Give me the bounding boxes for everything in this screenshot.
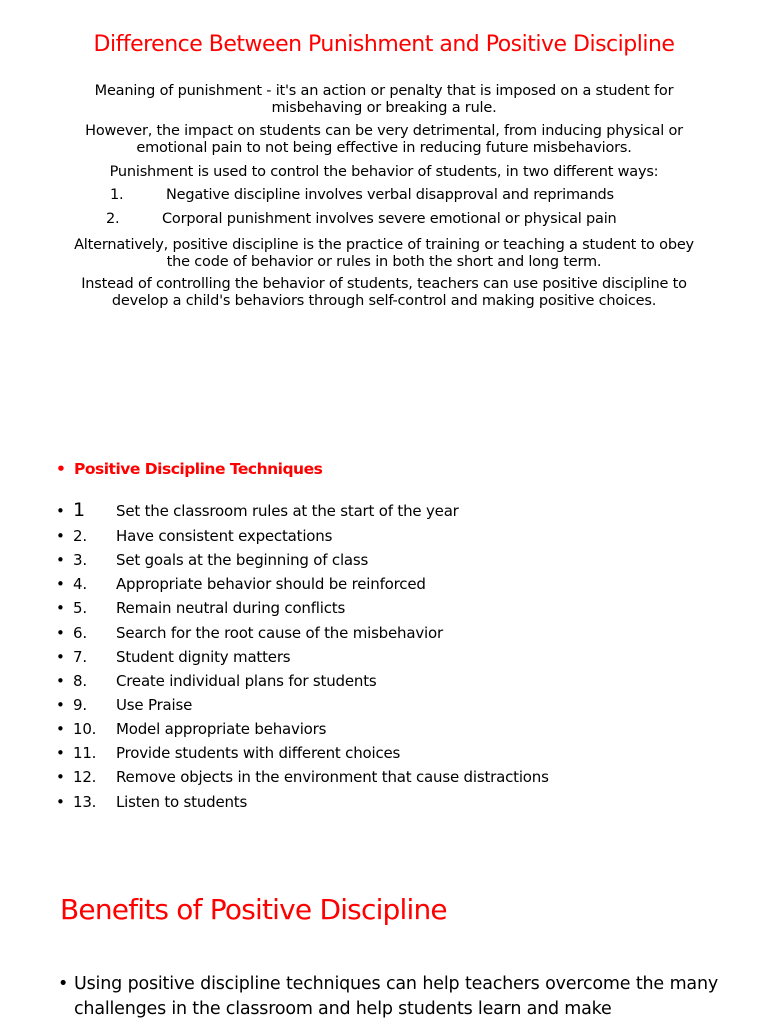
paragraph-line: Meaning of punishment - it's an action or penalty that is imposed on a student for <box>94 83 674 99</box>
paragraph-line: the code of behavior or rules in both the short and long term. <box>166 254 602 270</box>
benefits-text: Using positive discipline techniques can help teachers overcome the many challenges in the classroom and help students learn and make <box>74 974 718 1019</box>
slide-difference <box>0 0 768 330</box>
list-number: 13. <box>73 793 97 811</box>
paragraph-positive <box>30 237 738 271</box>
list-text: Set the classroom rules at the start of the year <box>116 502 459 520</box>
list-number: 2. <box>73 527 87 545</box>
list-number: 6. <box>73 624 87 642</box>
list-text: Have consistent expectations <box>116 527 333 545</box>
list-text: Model appropriate behaviors <box>116 720 327 738</box>
list-number: 3. <box>73 551 87 569</box>
bullet: • <box>56 696 65 714</box>
list-number: 1 <box>73 499 85 521</box>
list-text: Listen to students <box>116 793 248 811</box>
list-text: Remove objects in the environment that cause distractions <box>116 768 549 786</box>
paragraph-line: Punishment is used to control the behavior of students, in two different ways: <box>109 164 659 180</box>
techniques-heading-text: Positive Discipline Techniques <box>74 460 323 478</box>
paragraph-meaning <box>30 83 738 117</box>
way-text: Negative discipline involves verbal disapproval and reprimands <box>166 187 614 203</box>
way-text: Corporal punishment involves severe emotional or physical pain <box>162 211 617 227</box>
bullet: • <box>56 744 65 762</box>
list-number: 7. <box>73 648 87 666</box>
list-text: Provide students with different choices <box>116 744 401 762</box>
list-text: Search for the root cause of the misbehavior <box>116 624 443 642</box>
list-text: Set goals at the beginning of class <box>116 551 369 569</box>
paragraph-control <box>30 164 738 181</box>
list-number: 5. <box>73 599 87 617</box>
list-text: Create individual plans for students <box>116 672 377 690</box>
list-number: 4. <box>73 575 87 593</box>
bullet: • <box>56 768 65 786</box>
paragraph-line: Alternatively, positive discipline is the practice of training or teaching a student to obey <box>74 237 694 253</box>
list-text: Student dignity matters <box>116 648 291 666</box>
list-number: 10. <box>73 720 97 738</box>
bullet: • <box>56 648 65 666</box>
bullet: • <box>56 527 65 545</box>
bullet: • <box>56 624 65 642</box>
list-text: Appropriate behavior should be reinforced <box>116 575 426 593</box>
list-number: 8. <box>73 672 87 690</box>
bullet: • <box>56 793 65 811</box>
benefits-heading: Benefits of Positive Discipline <box>60 893 447 926</box>
list-text: Use Praise <box>116 696 193 714</box>
paragraph-impact <box>30 123 738 157</box>
paragraph-line: misbehaving or breaking a rule. <box>271 100 497 116</box>
bullet: • <box>56 502 65 520</box>
way-item <box>110 187 710 204</box>
way-number: 2. <box>106 211 120 227</box>
way-number: 1. <box>110 187 124 203</box>
list-number: 11. <box>73 744 97 762</box>
way-item <box>106 211 706 228</box>
bullet: • <box>56 720 65 738</box>
benefits-paragraph <box>58 972 718 1022</box>
techniques-heading <box>56 460 322 478</box>
bullet: • <box>56 575 65 593</box>
paragraph-line: However, the impact on students can be very detrimental, from inducing physical or <box>85 123 683 139</box>
list-text: Remain neutral during conflicts <box>116 599 346 617</box>
bullet: • <box>56 599 65 617</box>
bullet: • <box>56 551 65 569</box>
bullet: • <box>56 460 66 478</box>
bullet: • <box>58 974 69 994</box>
list-number: 12. <box>73 768 97 786</box>
paragraph-instead <box>30 276 738 310</box>
paragraph-line: Instead of controlling the behavior of students, teachers can use positive discipline to <box>81 276 687 292</box>
list-number: 9. <box>73 696 87 714</box>
bullet: • <box>56 672 65 690</box>
slide-title: Difference Between Punishment and Positive Discipline <box>93 32 675 57</box>
paragraph-line: develop a child's behaviors through self-control and making positive choices. <box>111 293 657 309</box>
paragraph-line: emotional pain to not being effective in reducing future misbehaviors. <box>136 140 632 156</box>
